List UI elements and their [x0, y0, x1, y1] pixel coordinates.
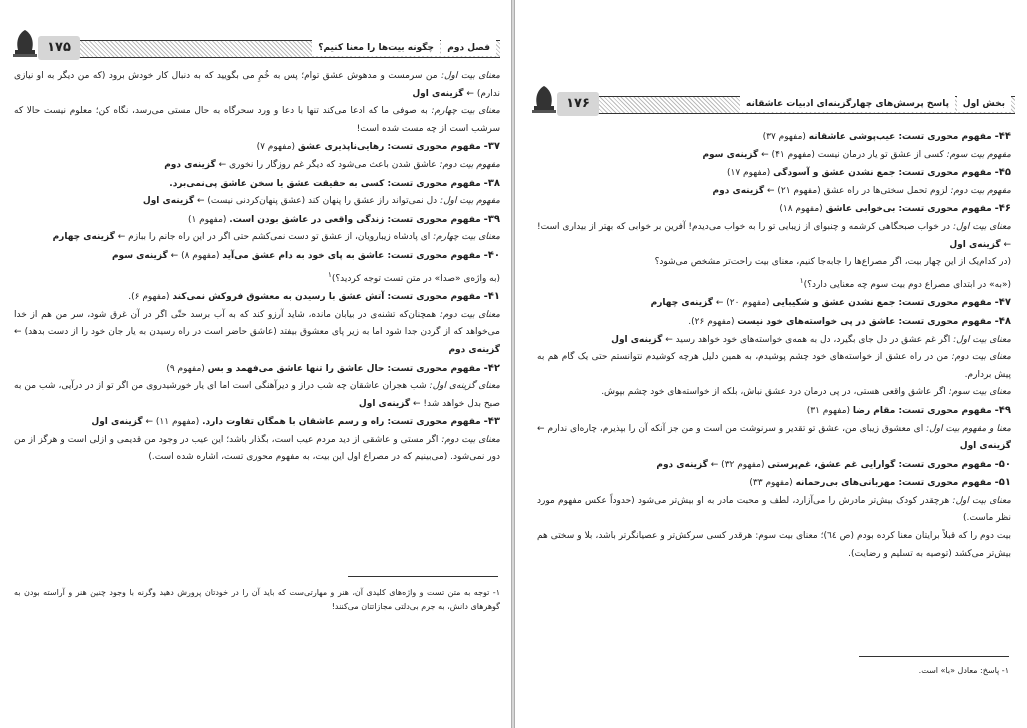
text-line: بیت دوم را که قبلاً برایتان معنا کرده بودم (ص ٦٤)؛ معنای بیت سوم: هرقدر کسی سرکش‌تر و عصیانگرتر باشد، بلا و سختی هم بیش‌تر می‌کشد (توصیه به تسلیم و رضایت).: [537, 531, 1011, 559]
text-line: ۴۵- مفهوم محوری تست: جمع نشدن عشق و آسودگی (مفهوم ۱۷): [726, 167, 1011, 179]
text-line: معنای بیت دوم: من در راه عشق از خواسته‌های خود چشم پوشیدم، به همین دلیل هرچه کوشیدم نتوانستم حتی یک گام هم به پیش بردارم.: [537, 352, 1011, 380]
text-line: (در کدام‌یک از این چهار بیت، اگر مصراع‌ها را جابه‌جا کنیم، معنای بیت راحت‌تر مشخص می‌شود؟: [654, 257, 1011, 268]
text-line: مفهوم بیت سوم: کسی از عشق تو یار درمان نیست (مفهوم ۴۱) ← گزینه‌ی سوم: [702, 149, 1011, 160]
text-line: ۴۱- مفهوم محوری تست: آتش عشق با رسیدن به معشوق فروکش نمی‌کند (مفهوم ۶).: [128, 291, 500, 303]
text-line: ۴۳- مفهوم محوری تست: راه و رسم عاشقان با همگان تفاوت دارد. (مفهوم ۱۱) ← گزینه‌ی اول: [91, 416, 500, 428]
footnote: ۱- پاسخ: معادل «با» است.: [918, 666, 1009, 675]
text-line: (به واژه‌ی «صدا» در متن تست توجه کردید؟)$^۱$: [327, 269, 500, 284]
publisher-logo-icon: [10, 28, 40, 60]
text-line: مفهوم بیت اول: دل نمی‌تواند راز عشق را پنهان کند (عشق پنهان‌کردنی نیست) ← گزینه‌ی اول: [142, 196, 500, 207]
publisher-logo-icon: [529, 84, 559, 116]
page-body: [537, 128, 1011, 563]
text-line: ۴۸- مفهوم محوری تست: عاشق در پی خواسته‌های خود نیست (مفهوم ۲۶).: [688, 315, 1011, 327]
page-176: [515, 0, 1027, 728]
text-line: معنای بیت اول: اگر غم عشق در دل جای بگیرد، دل به همه‌ی خواسته‌های خود خواهد رسید ← گزینه‌ی اول: [611, 334, 1011, 345]
text-line: مفهوم بیت دوم: لزوم تحمل سختی‌ها در راه عشق (مفهوم ۲۱) ← گزینه‌ی دوم: [712, 185, 1011, 196]
page-number: ۱۷۵: [38, 36, 80, 60]
text-line: ۵۰- مفهوم محوری تست: گوارایی غم عشق، غم‌پرستی (مفهوم ۳۲) ← گزینه‌ی دوم: [656, 458, 1011, 470]
header-section: بخش اول: [957, 96, 1011, 112]
page-header: [10, 36, 500, 60]
text-line: ۳۷- مفهوم محوری تست: رهایی‌ناپذیری عشق (مفهوم ۷): [256, 141, 500, 153]
text-line: معنای بیت اول: در خواب صبحگاهی کرشمه و چنبوای از زیبایی تو را به خواب می‌دیدم! آفرین بر خوابی که بهتر از بیداری است! ← گزینه‌ی اول: [537, 221, 1011, 250]
text-line: مفهوم بیت دوم: عاشق شدن باعث می‌شود که دیگر غم روزگار را نخوری ← گزینه‌ی دوم: [164, 159, 500, 170]
header-title: چگونه بیت‌ها را معنا کنیم؟: [312, 40, 440, 56]
text-line: ۴۹- مفهوم محوری تست: مقام رضا (مفهوم ۳۱): [806, 404, 1011, 416]
text-line: معنای بیت اول: هرچقدر کودک بیش‌تر مادرش را می‌آزارد، لطف و محبت مادر به او بیش‌تر می‌شود (حدوداً عکس مفهوم مورد نظر ماست.): [537, 495, 1011, 524]
text-line: معنای بیت چهارم: ای پادشاه زیبارویان، از عشق تو دست نمی‌کشم حتی اگر در این راه جانم را ببازم ← گزینه‌ی چهارم: [52, 232, 500, 243]
page-175: [0, 0, 512, 728]
footnote: ۱- توجه به متن تست و واژه‌های کلیدی آن، هنر و مهارتی‌ست که باید آن را در خودتان پرورش دهید وگرنه با وجود چنین هنر و آراسته بودن به گوهرهای دانش، به جرم بی‌دلتی مجازاتتان می‌کنند!: [14, 588, 500, 611]
header-title: پاسخ پرسش‌های چهارگزینه‌ای ادبیات عاشقانه: [740, 96, 955, 112]
header-chapter: فصل دوم: [441, 40, 496, 56]
text-line: ۴۷- مفهوم محوری تست: جمع نشدن عشق و شکیبایی (مفهوم ۲۰) ← گزینه‌ی چهارم: [650, 297, 1011, 309]
text-line: ۴۶- مفهوم محوری تست: بی‌خوابی عاشق (مفهوم ۱۸): [779, 203, 1011, 215]
text-line: ۵۱- مفهوم محوری تست: مهربانی‌های بی‌رحمانه (مفهوم ۳۳): [749, 477, 1011, 489]
text-line: معنای بیت اول: من سرمست و مدهوش عشق توام؛ پس به خُمِ می بگویید که به دنبال کار خودش برود (که من دیگر به او نیازی ندارم) ← گزینه‌ی اول: [14, 71, 500, 99]
text-line: ۳۸- مفهوم محوری تست: کسی به حقیقت عشق یا سخن عاشق پی‌نمی‌برد.: [169, 177, 500, 189]
text-line: معنای بیت دوم: همچنان‌که تشنه‌ی در بیابان مانده، شاید آرزو کند که به آب برسد حتّی اگر در آن غرق شود، سر من هم از خدا می‌خواهد که از گردن جدا شود اما به زیر پای معشوق بیفتد (عاشق حاضر است در راه رسیدن به یار جان خود را از دست بدهد) ← گزینه‌ی دوم: [14, 309, 501, 355]
text-line: معنا و مفهوم بیت اول: ای معشوق زیبای من، عشق تو تقدیر و سرنوشت من است و من جز آنکه آن را بپذیرم، چاره‌ای ندارم ← گزینه‌ی اول: [537, 423, 1011, 452]
text-line: ۴۲- مفهوم محوری تست: حال عاشق را تنها عاشق می‌فهمد و بس (مفهوم ۹): [166, 362, 500, 374]
text-line: معنای بیت سوم: اگر عاشق واقعی هستی، در پی درمان درد عشق نباش، بلکه از خواسته‌های خود چشم بپوش.: [601, 387, 1011, 398]
text-line: معنای بیت چهارم: به صوفی ما که ادعا می‌کند تنها با دعا و ورد سحرگاه به حال مستی می‌رسد، نگاه کن؛ معلوم نیست حالا که سرشب است از چه مست شده است!: [14, 106, 501, 134]
page-number: ۱۷۶: [557, 92, 599, 116]
text-line: معنای گزینه‌ی اول: شب هجران عاشقان چه شب دراز و دیرآهنگی است اما ای یار خورشیدروی من اگر تو از در درآیی، شب من به صبح بدل خواهد شد! ← گزینه‌ی اول: [14, 381, 500, 409]
text-line: ۳۹- مفهوم محوری تست: زندگی واقعی در عاشق بودن است. (مفهوم ۱): [187, 213, 500, 225]
text-line: ۴۴- مفهوم محوری تست: عیب‌پوشی عاشقانه (مفهوم ۳۷): [762, 131, 1011, 142]
footnote-rule: [348, 576, 498, 577]
text-line: معنای بیت دوم: اگر مستی و عاشقی از دید مردم عیب است، بگذار باشد؛ این عیب در وجود من قدیمی و ازلی است و هرگز از من دور نمی‌شود. (می‌بینیم که در مصراع اول این بیت، به مفهوم محوری تست، اشاره شده است.): [14, 434, 501, 463]
page-body: [14, 68, 500, 467]
footnote-rule: [859, 656, 1009, 657]
text-line: ۴۰- مفهوم محوری تست: عاشق به پای خود به دام عشق می‌آید (مفهوم ۸) ← گزینه‌ی سوم: [111, 249, 500, 261]
text-line: («به» در ابتدای مصراع دوم بیت سوم چه معنایی دارد؟)$^۱$: [799, 275, 1011, 290]
page-header: [529, 92, 1015, 116]
